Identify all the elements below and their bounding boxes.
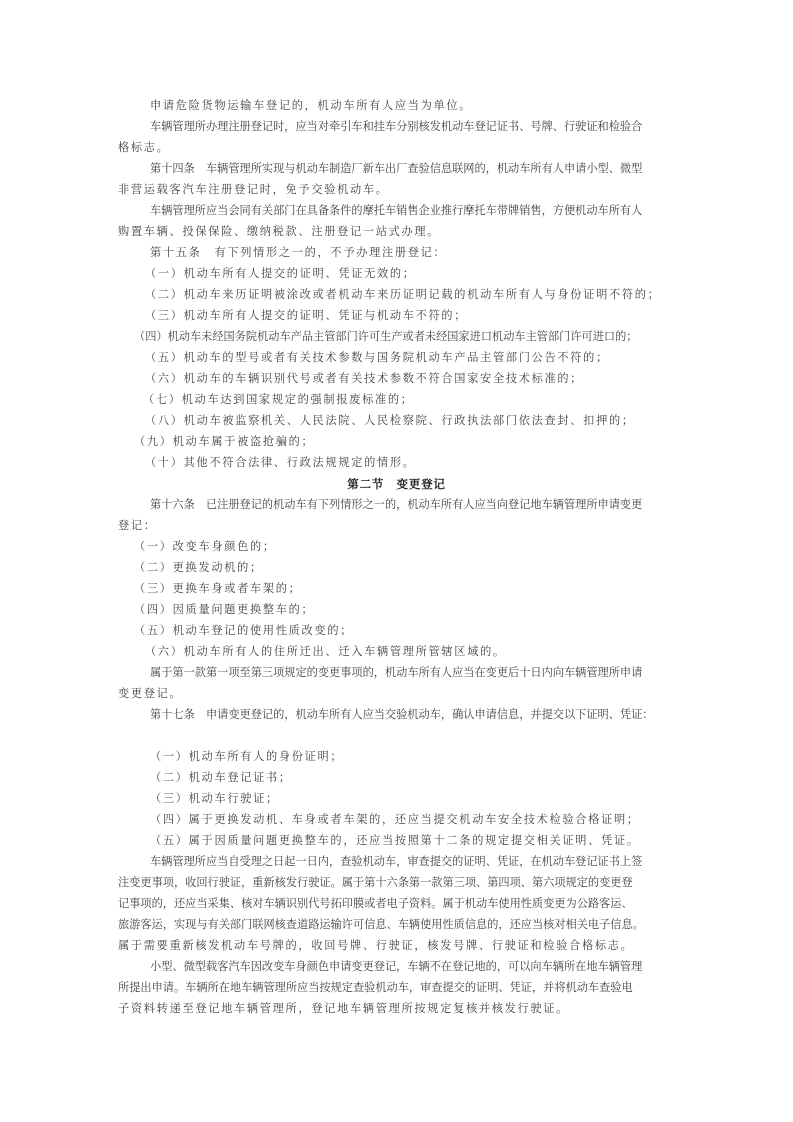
text-line: 属于第一款第一项至第三项规定的变更事项的，机动车所有人应当在变更后十日内向车辆管理所申请 (150, 666, 643, 679)
text-line: （三）更换车身或者车架的； (134, 582, 302, 595)
text-line: 车辆管理所应当自受理之日起一日内，查验机动车，审查提交的证明、凭证，在机动车登记证书上签 (150, 855, 643, 868)
text-line: 第十四条 车辆管理所实现与机动车制造厂新车出厂查验信息联网的，机动车所有人申请小型、微型 (150, 162, 643, 175)
text-line: （五）属于因质量问题更换整车的，还应当按照第十二条的规定提交相关证明、凭证。 (150, 834, 640, 847)
text-line: 第十五条 有下列情形之一的，不予办理注册登记： (150, 246, 447, 259)
text-line: （七）机动车达到国家规定的强制报废标准的； (143, 393, 414, 406)
text-line: 注变更事项，收回行驶证，重新核发行驶证。属于第十六条第一款第三项、第四项、第六项规定的变更登 (118, 876, 633, 889)
text-line: （一）机动车所有人的身份证明； (150, 750, 344, 763)
text-line: （十）其他不符合法律、行政法规规定的情形。 (145, 456, 416, 469)
text-line: （三）机动车所有人提交的证明、凭证与机动车不符的； (145, 309, 468, 322)
text-line: （二）机动车来历证明被涂改或者机动车来历证明记载的机动车所有人与身份证明不符的； (145, 288, 661, 301)
text-line: 格标志。 (118, 141, 170, 154)
text-line: （四）因质量问题更换整车的； (134, 603, 315, 616)
text-line: （二）更换发动机的； (134, 561, 263, 574)
text-line: 所提出申请。车辆所在地车辆管理所应当按规定查验机动车，审查提交的证明、凭证，并将机动车查验电 (118, 981, 633, 994)
text-line: 第十七条 申请变更登记的，机动车所有人应当交验机动车，确认申请信息，并提交以下证明、凭证： (150, 708, 654, 721)
text-line: （一）机动车所有人提交的证明、凭证无效的； (145, 267, 416, 280)
text-line: （四）机动车未经国务院机动车产品主管部门许可生产或者未经国家进口机动车主管部门许可进口的； (134, 330, 638, 343)
section-heading: 第二节 变更登记 (347, 477, 446, 491)
text-line: 第十六条 已注册登记的机动车有下列情形之一的，机动车所有人应当向登记地车辆管理所申请变更 (150, 498, 643, 511)
text-line: （九）机动车属于被盗抢骗的； (134, 435, 315, 448)
text-line: 登记： (118, 519, 157, 532)
text-line: （五）机动车登记的使用性质改变的； (134, 624, 354, 637)
text-line: （六）机动车所有人的住所迁出、迁入车辆管理所管辖区域的。 (145, 645, 506, 658)
text-line: 旅游客运，实现与有关部门联网核查道路运输许可信息、车辆使用性质信息的，还应当核对相关电子信息。 (118, 918, 644, 931)
text-line: 记事项的，还应当采集、核对车辆识别代号拓印膜或者电子资料。属于机动车使用性质变更为公路客运、 (118, 897, 633, 910)
text-line: （八）机动车被监察机关、人民法院、人民检察院、行政执法部门依法查封、扣押的； (145, 414, 635, 427)
text-line: 申请危险货物运输车登记的，机动车所有人应当为单位。 (150, 99, 473, 112)
text-line: （三）机动车行驶证； (150, 792, 279, 805)
text-line: 车辆管理所应当会同有关部门在具备条件的摩托车销售企业推行摩托车带牌销售，方便机动车所有人 (150, 204, 643, 217)
text-line: 购置车辆、投保保险、缴纳税款、注册登记一站式办理。 (118, 225, 441, 238)
text-line: （二）机动车登记证书； (150, 771, 292, 784)
text-line: （五）机动车的型号或者有关技术参数与国务院机动车产品主管部门公告不符的； (145, 351, 609, 364)
text-line: 变更登记。 (118, 687, 183, 700)
text-line: 车辆管理所办理注册登记时，应当对牵引车和挂车分别核发机动车登记证书、号牌、行驶证和检验合 (150, 120, 643, 133)
text-line: 非营运载客汽车注册登记时，免予交验机动车。 (118, 183, 389, 196)
text-line: （四）属于更换发动机、车身或者车架的，还应当提交机动车安全技术检验合格证明； (150, 813, 640, 826)
text-line: （六）机动车的车辆识别代号或者有关技术参数不符合国家安全技术标准的； (145, 372, 584, 385)
text-line: （一）改变车身颜色的； (134, 540, 276, 553)
text-line: 子资料转递至登记地车辆管理所，登记地车辆管理所按规定复核并核发行驶证。 (118, 1002, 570, 1015)
text-line: 属于需要重新核发机动车号牌的，收回号牌、行驶证，核发号牌、行驶证和检验合格标志。 (118, 939, 634, 952)
text-line: 小型、微型载客汽车因改变车身颜色申请变更登记，车辆不在登记地的，可以向车辆所在地车辆管理 (150, 960, 643, 973)
